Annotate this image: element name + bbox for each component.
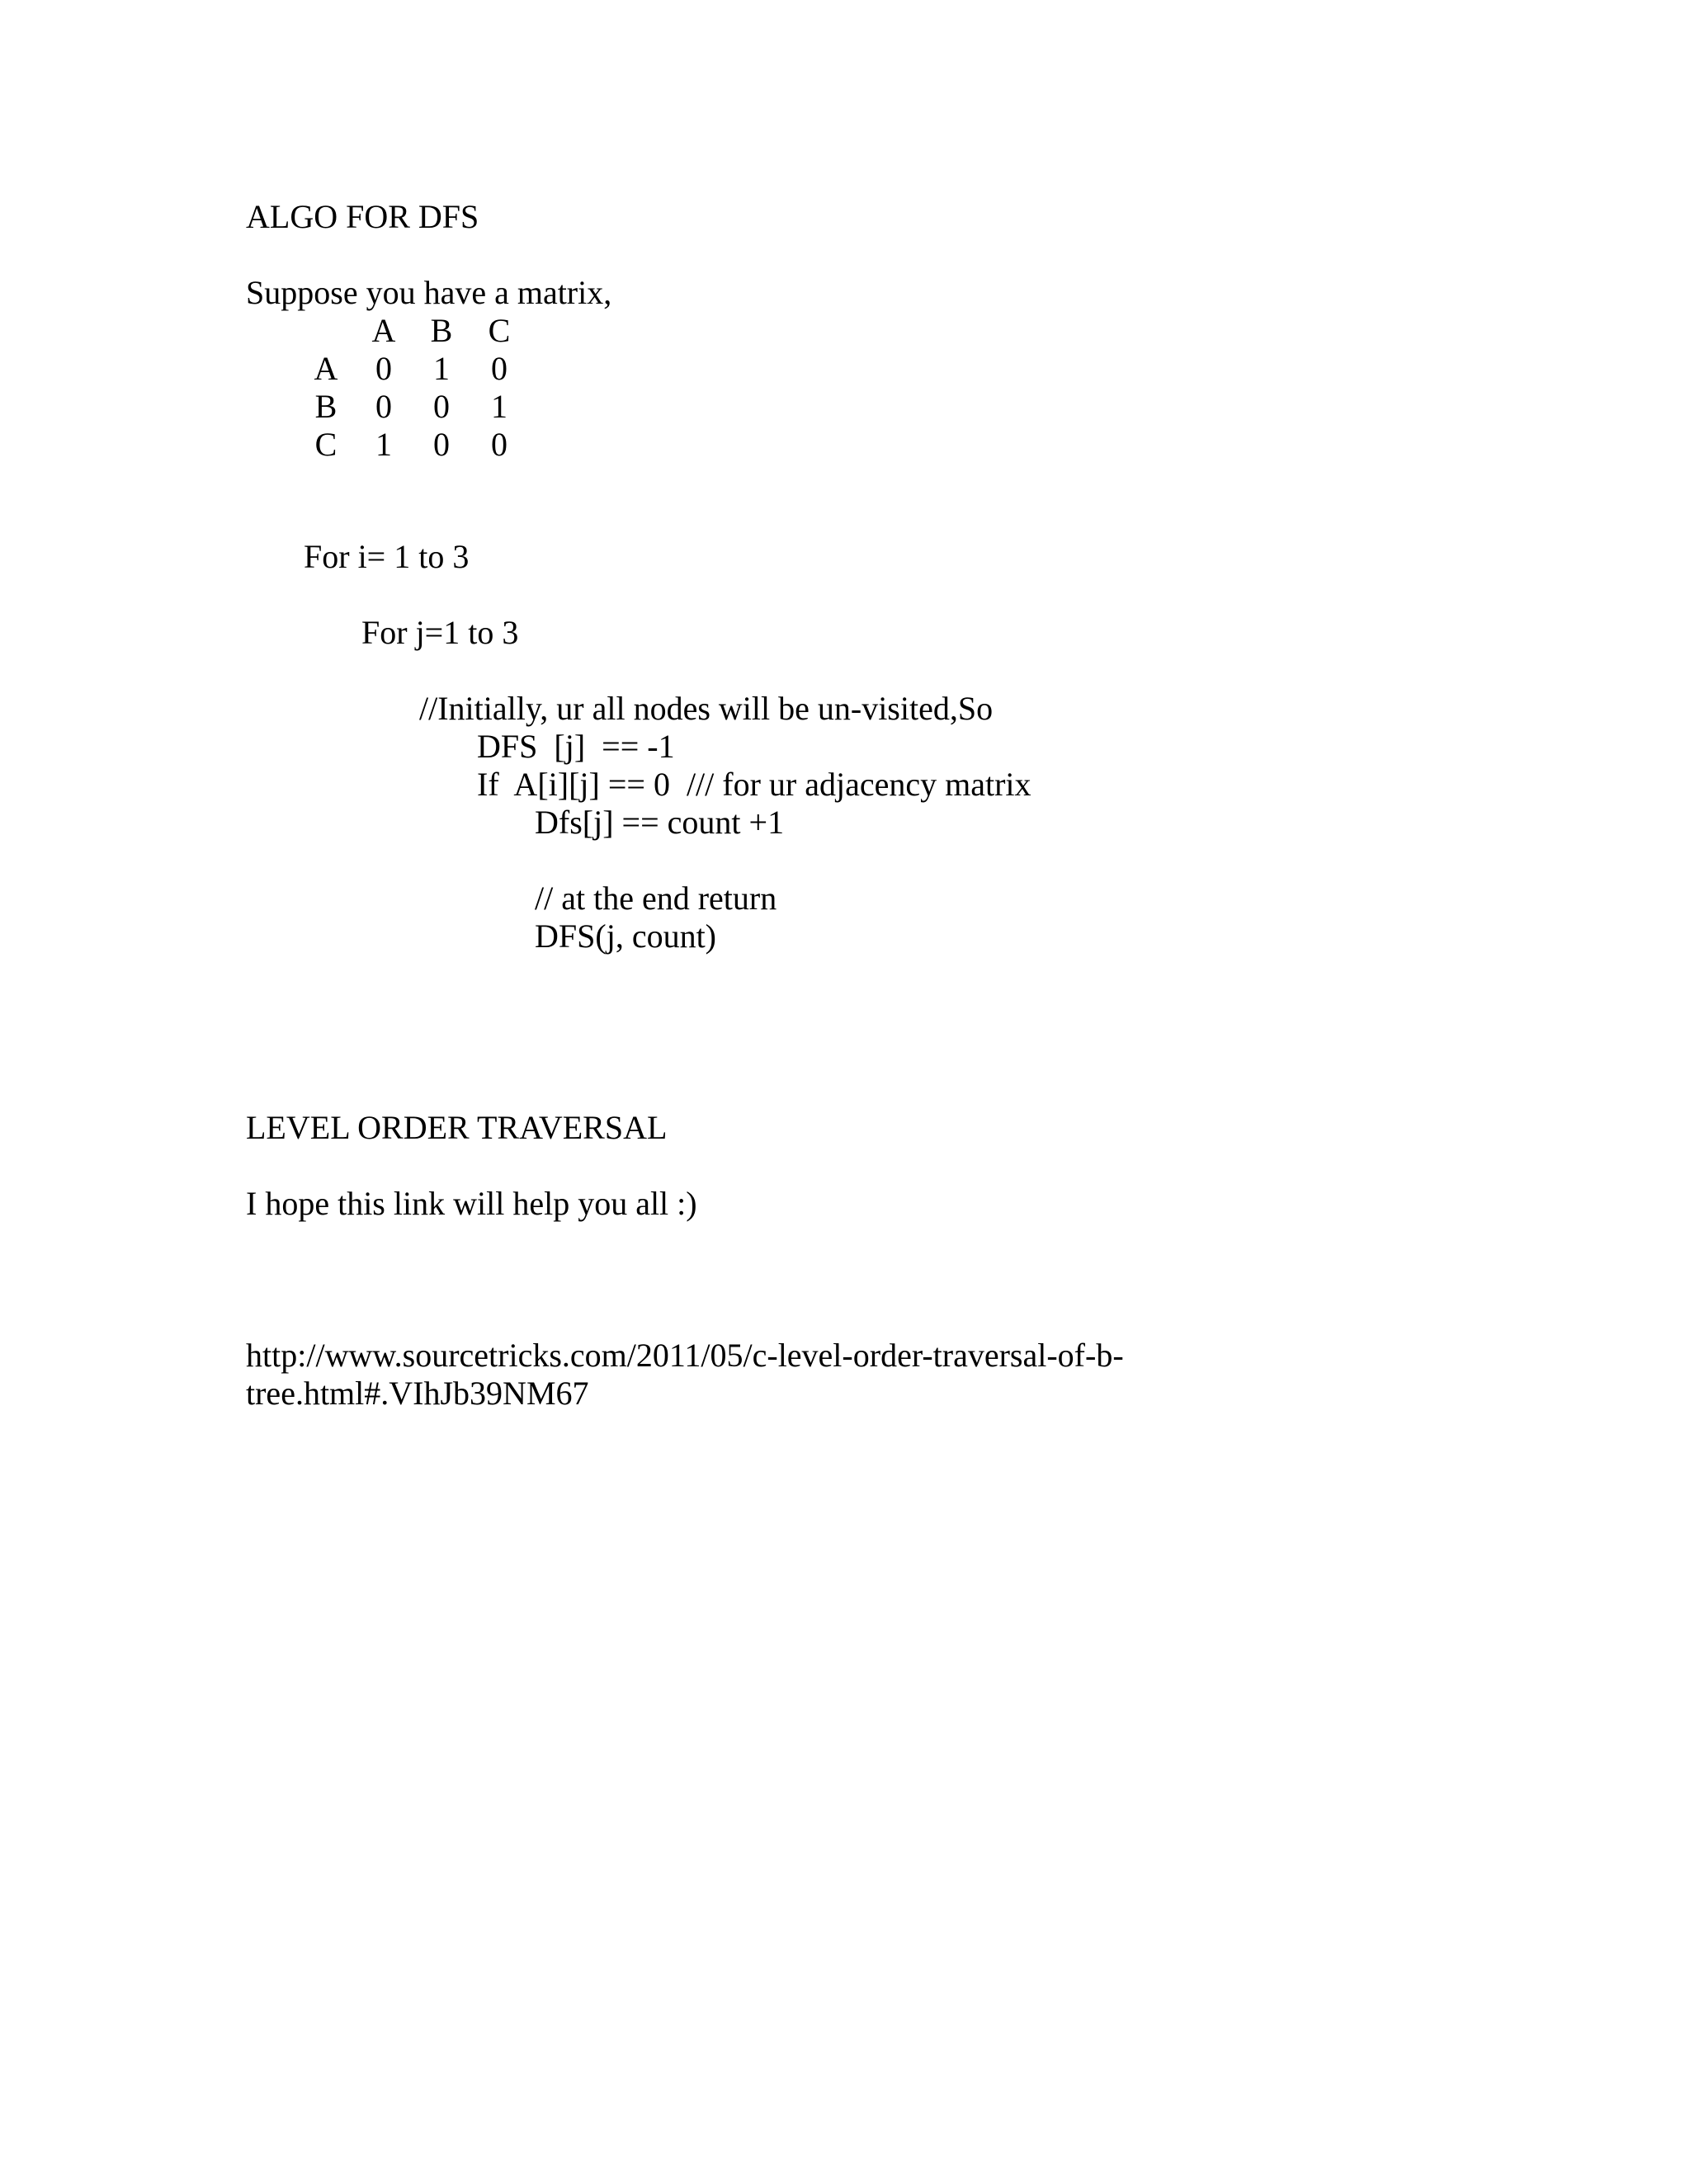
matrix-cell: 0 — [491, 426, 507, 463]
hope-text: I hope this link will help you all :) — [246, 1185, 697, 1222]
link-url-line2[interactable]: tree.html#.VIhJb39NM67 — [246, 1375, 589, 1412]
matrix-row — [297, 388, 528, 426]
matrix-col-header: C — [488, 312, 511, 349]
link-url-line1[interactable]: http://www.sourcetricks.com/2011/05/c-level-order-traversal-of-b- — [246, 1337, 1124, 1374]
matrix-cell: 0 — [433, 388, 450, 425]
matrix-row-label: A — [314, 350, 338, 387]
intro-text: Suppose you have a matrix, — [246, 274, 612, 311]
matrix-cell: 1 — [491, 388, 507, 425]
matrix-cell: 1 — [375, 426, 392, 463]
matrix-cell: 1 — [433, 350, 450, 387]
adjacency-matrix — [297, 312, 528, 464]
matrix-row-label: C — [314, 426, 338, 463]
code-for-j: For j=1 to 3 — [361, 614, 519, 651]
matrix-cell: 0 — [491, 350, 507, 387]
code-comment-end: // at the end return — [535, 880, 777, 917]
matrix-row — [297, 350, 528, 388]
code-comment-initial: //Initially, ur all nodes will be un-visited,So — [419, 690, 994, 727]
code-if-line: If A[i][j] == 0 /// for ur adjacency matrix — [477, 766, 1031, 803]
code-for-i: For i= 1 to 3 — [304, 538, 470, 575]
matrix-cell: 0 — [433, 426, 450, 463]
matrix-col-header: A — [371, 312, 396, 349]
code-dfs-init: DFS [j] == -1 — [477, 728, 675, 765]
matrix-col-header: B — [430, 312, 453, 349]
matrix-cell: 0 — [375, 388, 392, 425]
code-dfs-assign: Dfs[j] == count +1 — [535, 804, 785, 841]
matrix-row — [297, 426, 528, 464]
code-dfs-call: DFS(j, count) — [535, 917, 716, 955]
matrix-header-row — [297, 312, 528, 350]
matrix-row-label: B — [314, 388, 338, 425]
matrix-cell: 0 — [375, 350, 392, 387]
heading-level-order: LEVEL ORDER TRAVERSAL — [246, 1109, 668, 1146]
heading-dfs: ALGO FOR DFS — [246, 198, 479, 235]
